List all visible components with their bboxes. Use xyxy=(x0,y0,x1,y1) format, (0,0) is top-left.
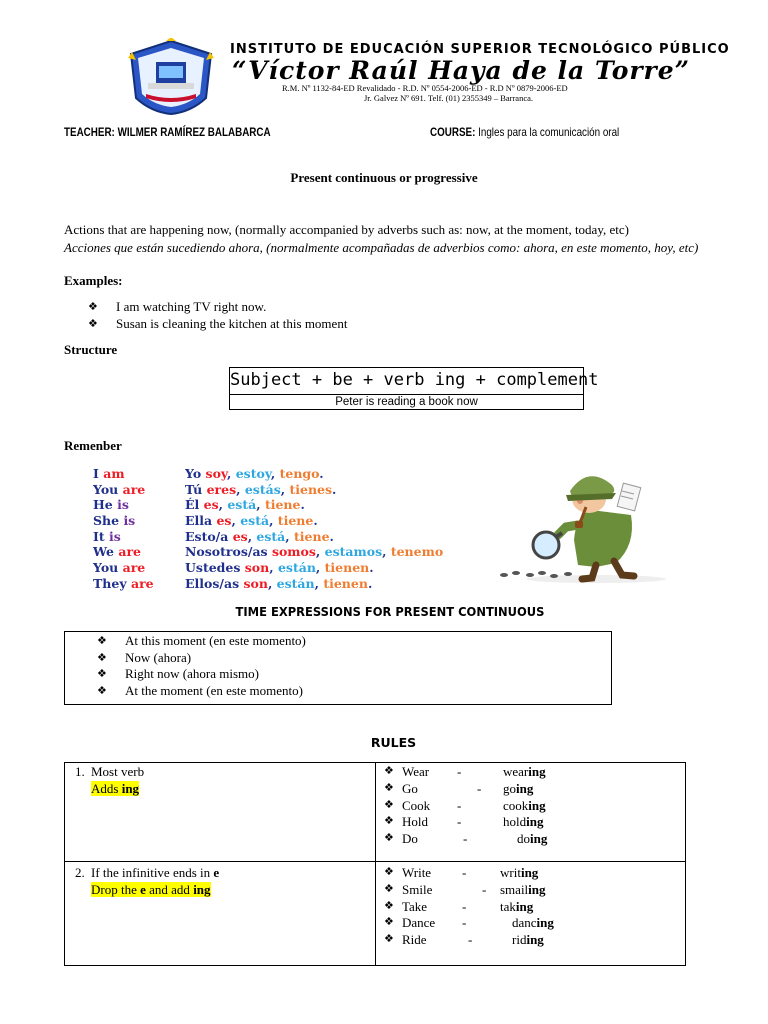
verb-dash: - xyxy=(457,814,462,830)
structure-divider xyxy=(230,394,583,395)
teacher-line: TEACHER: WILMER RAMÍREZ BALABARCA xyxy=(64,125,271,139)
table-divider xyxy=(65,861,685,862)
english-form: They are xyxy=(93,575,154,591)
diamond-bullet-icon: ❖ xyxy=(384,932,394,946)
structure-example: Peter is reading a book now xyxy=(335,396,478,408)
course-label: COURSE: xyxy=(430,125,476,139)
list-item: ❖ I am watching TV right now. xyxy=(88,299,267,314)
time-expressions-box xyxy=(64,631,612,705)
spanish-form: Ella es, está, tiene. xyxy=(185,513,318,529)
institution-logo xyxy=(126,38,216,116)
verb-base: Ride xyxy=(402,932,427,948)
verb-dash: - xyxy=(457,797,462,813)
diamond-bullet-icon: ❖ xyxy=(97,650,107,664)
institution-name: INSTITUTO DE EDUCACIÓN SUPERIOR TECNOLÓGICO PÚBLICO xyxy=(230,42,730,57)
verb-base: Go xyxy=(402,780,418,796)
intro-english: Actions that are happening now, (normally accompanied by adverbs such as: now, at the moment, today, etc) xyxy=(64,222,629,237)
diamond-bullet-icon: ❖ xyxy=(97,667,107,680)
verb-dash: - xyxy=(462,915,467,931)
verb-base: Wear xyxy=(402,764,430,779)
english-form: I am xyxy=(93,466,125,481)
verb-dash: - xyxy=(468,932,473,948)
diamond-bullet-icon: ❖ xyxy=(384,865,394,878)
list-item: ❖ Susan is cleaning the kitchen at this moment xyxy=(88,315,348,331)
time-expressions-list xyxy=(97,633,306,699)
diamond-bullet-icon: ❖ xyxy=(384,797,394,811)
verb-ing-form: holding xyxy=(503,814,544,830)
rule-description: If the infinitive ends in e xyxy=(91,865,220,880)
rules-heading: RULES xyxy=(370,735,417,750)
verb-base: Do xyxy=(402,831,418,847)
list-item: ❖ Now (ahora) xyxy=(97,649,192,665)
spanish-form: Nosotros/as somos, estamos, tenemo xyxy=(185,544,444,560)
diamond-bullet-icon: ❖ xyxy=(384,831,394,845)
diamond-bullet-icon: ❖ xyxy=(88,316,98,330)
list-item: ❖ Right now (ahora mismo) xyxy=(97,666,259,681)
verb-base: Write xyxy=(402,865,432,880)
list-item: ❖ At the moment (en este momento) xyxy=(97,682,303,698)
rule-instruction: Drop the e and add ing xyxy=(91,882,211,897)
verb-ing-form: riding xyxy=(512,932,544,948)
structure-heading: Structure xyxy=(64,342,118,357)
rules-table xyxy=(64,762,686,966)
detective-illustration xyxy=(496,455,672,585)
structure-box xyxy=(229,367,599,410)
verb-dash: - xyxy=(462,865,467,880)
rule-description: Most verb xyxy=(91,764,145,779)
intro-spanish: Acciones que están sucediendo ahora, (normalmente acompañadas de adverbios como: ahora, en este momento, hoy, etc) xyxy=(64,240,699,255)
diamond-bullet-icon: ❖ xyxy=(88,300,98,313)
diamond-bullet-icon: ❖ xyxy=(97,634,107,647)
examples-list xyxy=(88,299,347,332)
spanish-form: Ellos/as son, están, tienen. xyxy=(185,575,373,591)
diamond-bullet-icon: ❖ xyxy=(384,764,394,777)
table-divider xyxy=(375,763,376,965)
course-value: Ingles para la comunicación oral xyxy=(475,125,620,139)
verb-ing-form: wearing xyxy=(503,764,546,779)
spanish-form: Él es, está, tiene. xyxy=(185,497,305,513)
spanish-form: Tú eres, estás, tienes. xyxy=(185,481,337,497)
verb-base: Hold xyxy=(402,814,428,830)
verb-ing-form: going xyxy=(503,780,534,796)
verb-dash: - xyxy=(482,881,487,897)
diamond-bullet-icon: ❖ xyxy=(384,898,394,912)
structure-formula: Subject + be + verb ing + complement xyxy=(230,370,599,390)
diamond-bullet-icon: ❖ xyxy=(384,915,394,929)
diamond-bullet-icon: ❖ xyxy=(384,780,394,794)
verb-ing-form: smailing xyxy=(500,881,546,897)
spanish-form: Esto/a es, está, tiene. xyxy=(185,528,334,544)
english-form: It is xyxy=(93,528,121,544)
english-form: We are xyxy=(93,544,141,560)
remember-heading: Remenber xyxy=(64,438,122,453)
verb-ing-form: doing xyxy=(517,831,548,847)
spanish-form: Ustedes son, están, tienen. xyxy=(185,560,374,576)
institution-registration: R.M. Nº 1132-84-ED Revalidado - R.D. Nº 0554-2006-ED - R.D Nº 0879-2006-ED xyxy=(282,83,568,93)
english-form: He is xyxy=(93,497,129,513)
rule-number: 2. xyxy=(75,865,85,880)
verb-base: Smile xyxy=(402,881,433,897)
verb-dash: - xyxy=(477,780,482,796)
rule-instruction: Adds ing xyxy=(91,781,140,796)
verb-dash: - xyxy=(457,764,462,779)
verb-base: Cook xyxy=(402,797,431,813)
verb-ing-form: taking xyxy=(500,898,534,914)
institution-address: Jr. Galvez Nº 691. Telf. (01) 2355349 – Barranca. xyxy=(364,93,534,103)
verb-base: Dance xyxy=(402,915,436,931)
diamond-bullet-icon: ❖ xyxy=(384,814,394,828)
verb-ing-form: writing xyxy=(500,865,539,880)
diamond-bullet-icon: ❖ xyxy=(97,683,107,697)
diamond-bullet-icon: ❖ xyxy=(384,881,394,895)
verb-dash: - xyxy=(462,898,467,914)
time-expressions-heading: TIME EXPRESSIONS FOR PRESENT CONTINUOUS xyxy=(235,604,545,619)
spanish-form: Yo soy, estoy, tengo. xyxy=(185,466,324,481)
english-form: You are xyxy=(93,481,146,497)
page-title: Present continuous or progressive xyxy=(290,170,478,185)
verb-ing-form: cooking xyxy=(503,797,546,813)
english-form: She is xyxy=(93,513,136,529)
examples-heading: Examples: xyxy=(64,273,123,288)
rule-number: 1. xyxy=(75,764,85,779)
verb-dash: - xyxy=(463,831,468,847)
verb-base: Take xyxy=(402,898,428,914)
verb-ing-form: dancing xyxy=(512,915,554,931)
institution-honoree: “Víctor Raúl Haya de la Torre” xyxy=(232,56,690,85)
english-form: You are xyxy=(93,560,146,576)
list-item: ❖ At this moment (en este momento) xyxy=(97,633,306,648)
course-line xyxy=(430,125,619,139)
